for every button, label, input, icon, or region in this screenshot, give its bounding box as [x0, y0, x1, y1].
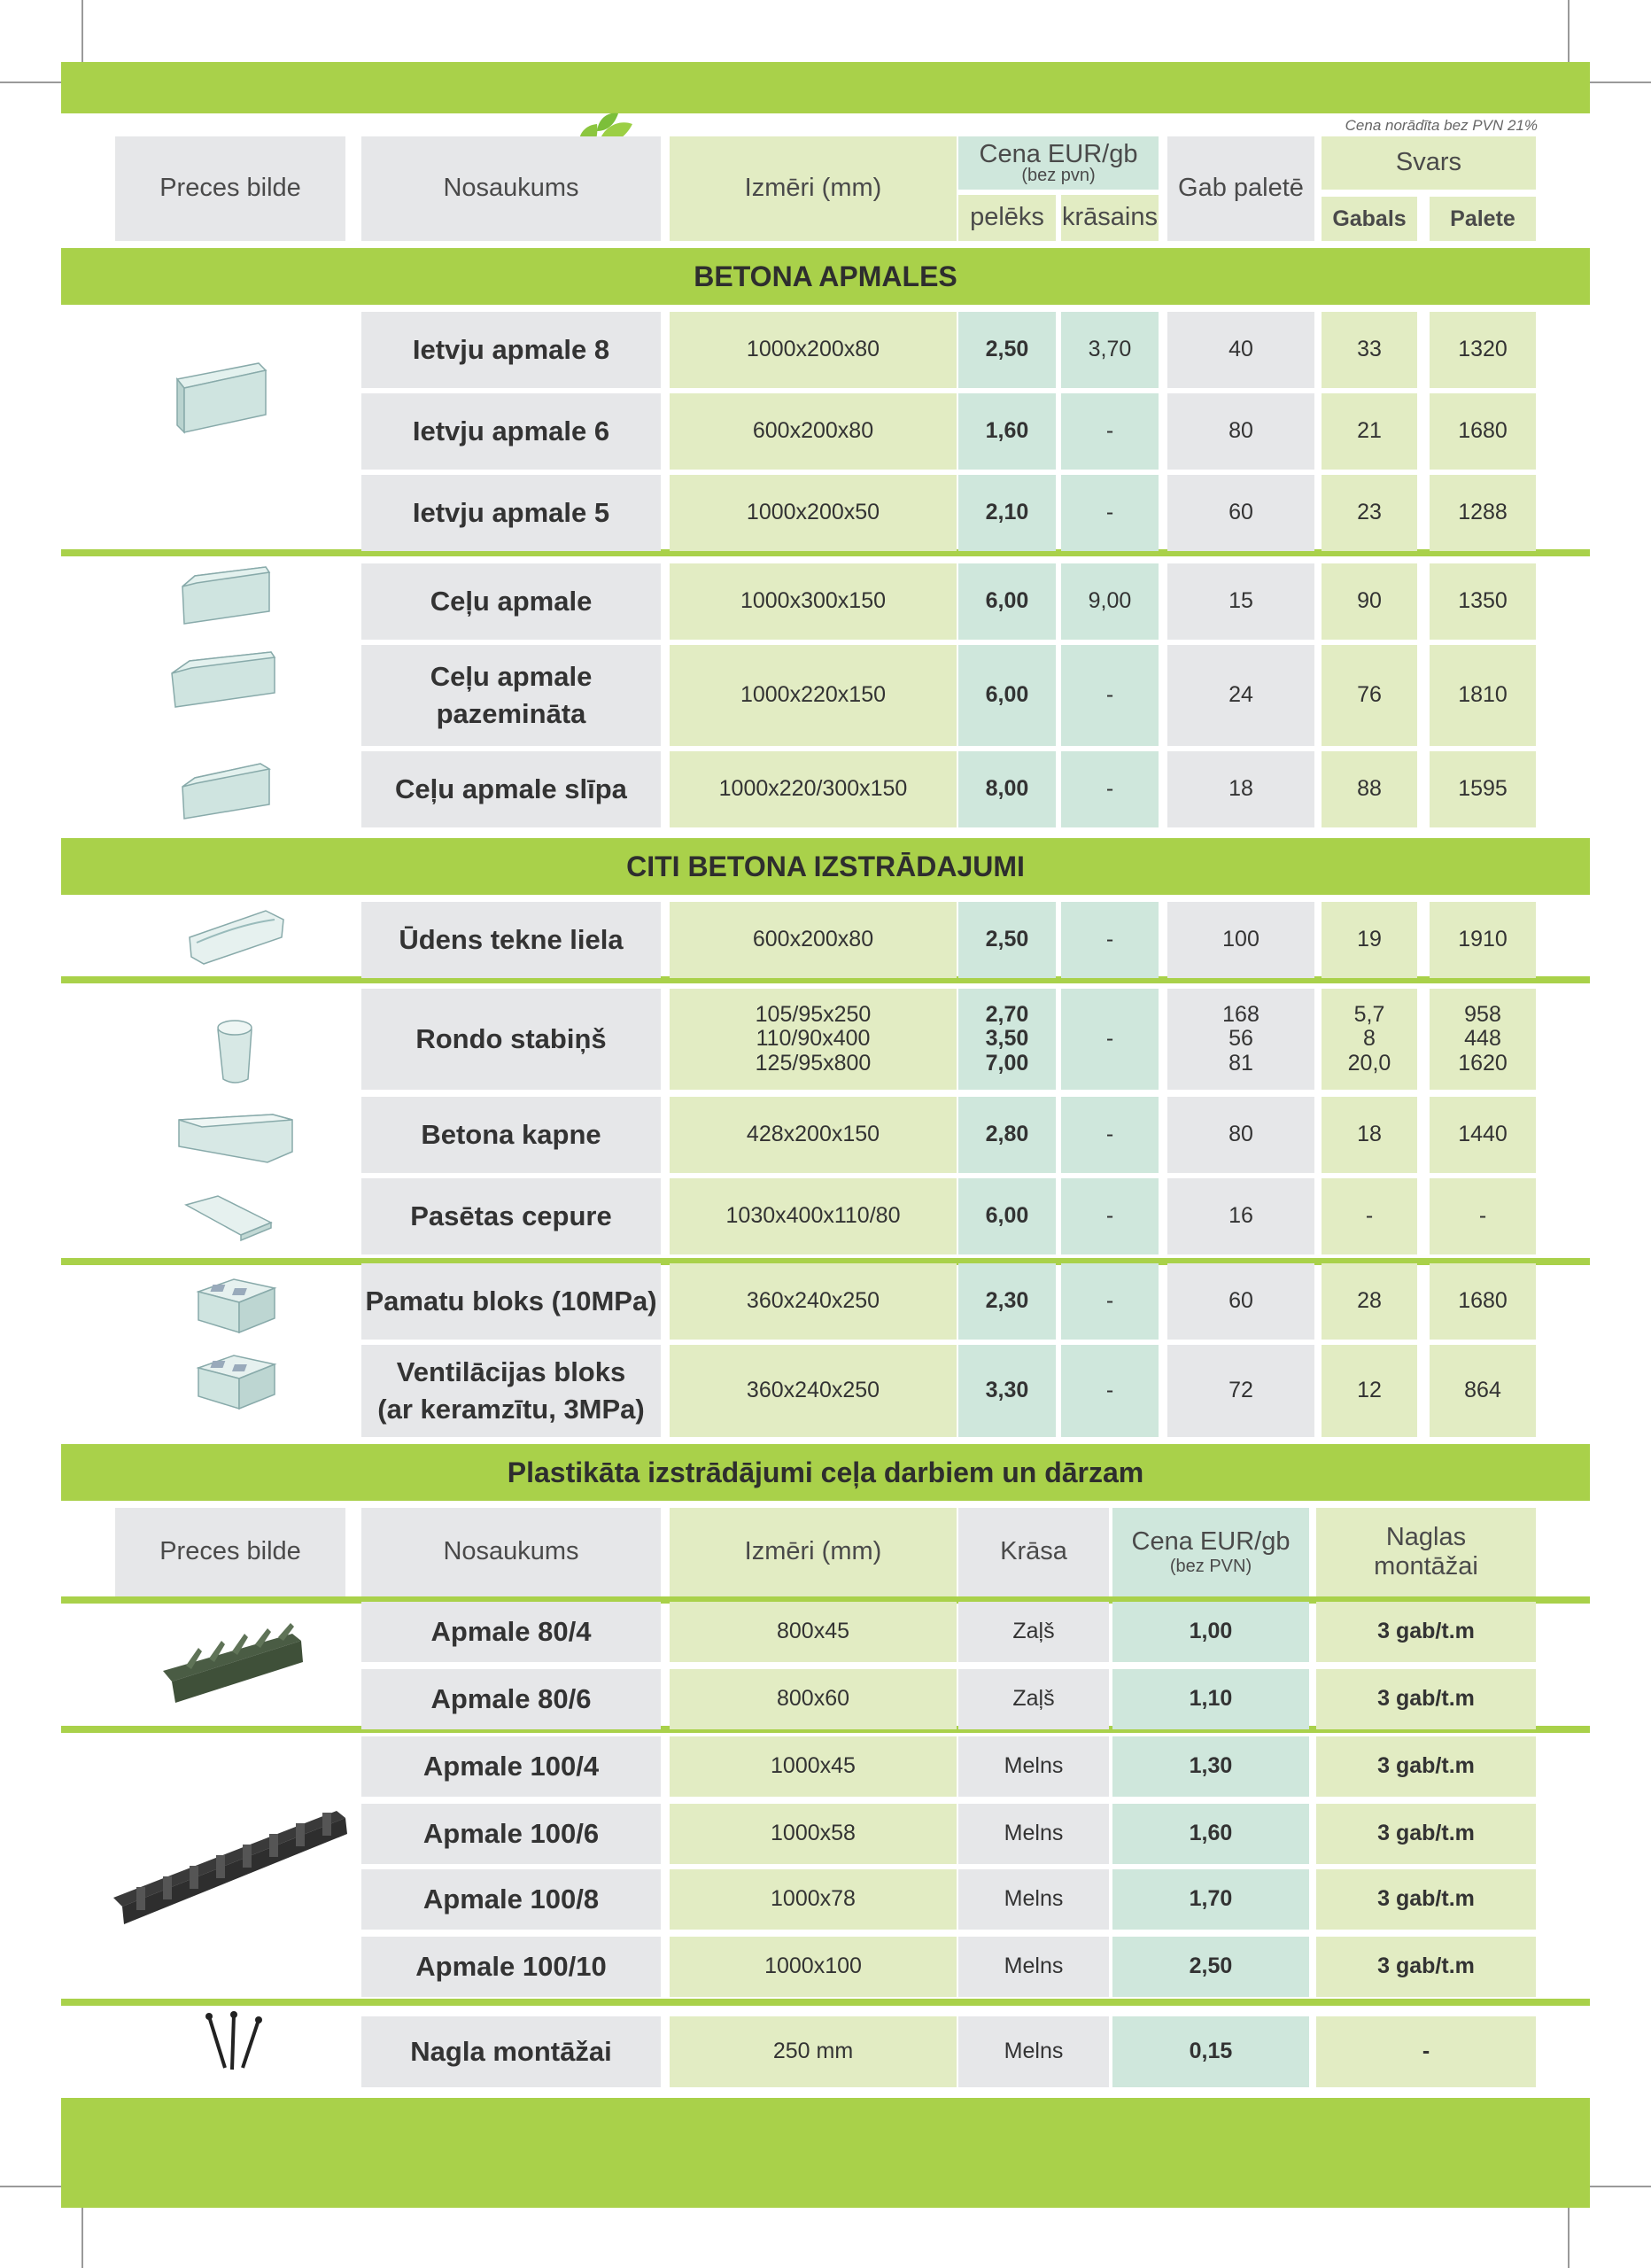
header-price-sub: (bez PVN) — [1169, 1557, 1252, 1577]
product-price: 1,70 — [1112, 1869, 1309, 1930]
weight-pallet: 1910 — [1430, 902, 1536, 978]
header-nails: Naglas montāžai — [1316, 1508, 1536, 1596]
bollard-icon — [213, 1017, 257, 1088]
header-pallet-qty: Gab paletē — [1167, 136, 1314, 241]
product-color: Melns — [958, 1804, 1109, 1864]
price-colored: - — [1061, 1178, 1159, 1254]
header-price-label: Cena EUR/gb — [1131, 1526, 1291, 1556]
product-size: 360x240x250 — [670, 1345, 957, 1437]
price-grey: 2,50 — [958, 902, 1056, 978]
product-price: 0,15 — [1112, 2016, 1309, 2087]
ventilation-block-icon — [195, 1352, 278, 1412]
product-name: Betona kapne — [361, 1097, 661, 1173]
product-size: 600x200x80 — [670, 393, 957, 470]
product-size: 1000x100 — [670, 1937, 957, 1997]
crop-mark — [0, 82, 62, 83]
product-name: Ceļu apmale — [361, 563, 661, 640]
product-name: Pamatu bloks (10MPa) — [361, 1263, 661, 1340]
bottom-green-bar — [61, 2098, 1590, 2208]
crop-mark — [81, 2206, 83, 2268]
product-size: 1000x220x150 — [670, 645, 957, 746]
price-grey: 6,00 — [958, 645, 1056, 746]
weight-pallet: 1350 — [1430, 563, 1536, 640]
product-name: Ietvju apmale 5 — [361, 475, 661, 551]
nails-per-meter: 3 gab/t.m — [1316, 1669, 1536, 1729]
product-price: 1,60 — [1112, 1804, 1309, 1864]
header-weight-pallet: Palete — [1430, 197, 1536, 241]
product-name: Apmale 100/8 — [361, 1869, 661, 1930]
crop-mark — [1568, 2206, 1570, 2268]
price-colored: - — [1061, 1097, 1159, 1173]
pallet-qty: 168 56 81 — [1167, 989, 1314, 1090]
header-picture: Preces bilde — [115, 136, 345, 241]
product-size: 1000x200x50 — [670, 475, 957, 551]
weight-piece: 23 — [1322, 475, 1417, 551]
product-size: 105/95x250 110/90x400 125/95x800 — [670, 989, 957, 1090]
nails-per-meter: 3 gab/t.m — [1316, 1804, 1536, 1864]
product-size: 800x60 — [670, 1669, 957, 1729]
product-color: Melns — [958, 1869, 1109, 1930]
price-colored: - — [1061, 1345, 1159, 1437]
water-gutter-icon — [186, 905, 288, 969]
crop-mark — [81, 0, 83, 62]
product-name: Pasētas cepure — [361, 1178, 661, 1254]
price-colored: - — [1061, 645, 1159, 746]
product-size: 428x200x150 — [670, 1097, 957, 1173]
product-name: Apmale 100/4 — [361, 1736, 661, 1797]
header-name: Nosaukums — [361, 1508, 661, 1596]
pallet-qty: 80 — [1167, 393, 1314, 470]
nails-per-meter: 3 gab/t.m — [1316, 1602, 1536, 1662]
product-size: 360x240x250 — [670, 1263, 957, 1340]
product-price: 1,30 — [1112, 1736, 1309, 1797]
header-color: Krāsa — [958, 1508, 1109, 1596]
price-grey: 2,50 — [958, 312, 1056, 388]
header-colored: krāsains — [1061, 195, 1159, 241]
weight-piece: 88 — [1322, 751, 1417, 827]
weight-pallet: 864 — [1430, 1345, 1536, 1437]
product-price: 2,50 — [1112, 1937, 1309, 1997]
weight-piece: 19 — [1322, 902, 1417, 978]
header-price — [1112, 1508, 1309, 1596]
product-size: 800x45 — [670, 1602, 957, 1662]
road-curb-icon — [177, 565, 275, 627]
price-grey: 2,70 3,50 7,00 — [958, 989, 1056, 1090]
product-size: 1000x220/300x150 — [670, 751, 957, 827]
price-grey: 2,80 — [958, 1097, 1056, 1173]
product-name: Ūdens tekne liela — [361, 902, 661, 978]
product-size: 600x200x80 — [670, 902, 957, 978]
crop-mark — [1589, 82, 1651, 83]
foundation-block-icon — [195, 1276, 278, 1336]
black-edging-icon — [110, 1800, 351, 1933]
weight-pallet: - — [1430, 1178, 1536, 1254]
weight-piece: 76 — [1322, 645, 1417, 746]
price-colored: - — [1061, 393, 1159, 470]
pallet-qty: 24 — [1167, 645, 1314, 746]
header-price-label: Cena EUR/gb — [979, 139, 1138, 168]
wall-cap-icon — [175, 1111, 296, 1166]
pallet-qty: 72 — [1167, 1345, 1314, 1437]
weight-piece: 90 — [1322, 563, 1417, 640]
price-colored: 9,00 — [1061, 563, 1159, 640]
weight-piece: 18 — [1322, 1097, 1417, 1173]
sloped-curb-icon — [177, 760, 275, 822]
product-name: Apmale 80/6 — [361, 1669, 661, 1729]
price-colored: - — [1061, 751, 1159, 827]
product-name: Apmale 100/10 — [361, 1937, 661, 1997]
weight-pallet: 1440 — [1430, 1097, 1536, 1173]
product-size: 1000x200x80 — [670, 312, 957, 388]
price-grey: 6,00 — [958, 563, 1056, 640]
price-colored: 3,70 — [1061, 312, 1159, 388]
product-size: 1030x400x110/80 — [670, 1178, 957, 1254]
nail-icon — [202, 2011, 266, 2073]
product-price: 1,00 — [1112, 1602, 1309, 1662]
curb-stone-icon — [174, 358, 271, 438]
weight-pallet: 1595 — [1430, 751, 1536, 827]
pallet-qty: 60 — [1167, 1263, 1314, 1340]
product-size: 250 mm — [670, 2016, 957, 2087]
price-grey: 6,00 — [958, 1178, 1056, 1254]
price-grey: 1,60 — [958, 393, 1056, 470]
green-edging-icon — [159, 1621, 310, 1710]
price-colored: - — [1061, 1263, 1159, 1340]
product-size: 1000x78 — [670, 1869, 957, 1930]
lowered-curb-icon — [168, 647, 279, 711]
price-colored: - — [1061, 902, 1159, 978]
product-name: Ceļu apmale slīpa — [361, 751, 661, 827]
post-cap-icon — [182, 1192, 275, 1244]
product-price: 1,10 — [1112, 1669, 1309, 1729]
product-name: Nagla montāžai — [361, 2016, 661, 2087]
price-grey: 8,00 — [958, 751, 1056, 827]
header-price-sub: (bez pvn) — [1021, 166, 1096, 186]
section-title: CITI BETONA IZSTRĀDAJUMI — [61, 838, 1590, 895]
product-name: Ventilācijas bloks (ar keramzītu, 3MPa) — [361, 1345, 661, 1437]
header-size: Izmēri (mm) — [670, 1508, 957, 1596]
product-color: Zaļš — [958, 1602, 1109, 1662]
price-colored: - — [1061, 989, 1159, 1090]
product-name: Ietvju apmale 6 — [361, 393, 661, 470]
pallet-qty: 16 — [1167, 1178, 1314, 1254]
product-color: Melns — [958, 2016, 1109, 2087]
product-size: 1000x58 — [670, 1804, 957, 1864]
weight-piece: 21 — [1322, 393, 1417, 470]
header-picture: Preces bilde — [115, 1508, 345, 1596]
section-title: Plastikāta izstrādājumi ceļa darbiem un dārzam — [61, 1444, 1590, 1501]
product-name: Apmale 100/6 — [361, 1804, 661, 1864]
weight-piece: 28 — [1322, 1263, 1417, 1340]
product-name: Ietvju apmale 8 — [361, 312, 661, 388]
nails-per-meter: 3 gab/t.m — [1316, 1937, 1536, 1997]
crop-mark — [1568, 0, 1570, 62]
weight-piece: - — [1322, 1178, 1417, 1254]
weight-pallet: 958 448 1620 — [1430, 989, 1536, 1090]
header-name: Nosaukums — [361, 136, 661, 241]
crop-mark — [1589, 2186, 1651, 2187]
weight-piece: 12 — [1322, 1345, 1417, 1437]
weight-pallet: 1320 — [1430, 312, 1536, 388]
weight-pallet: 1288 — [1430, 475, 1536, 551]
header-size: Izmēri (mm) — [670, 136, 957, 241]
pallet-qty: 80 — [1167, 1097, 1314, 1173]
price-colored: - — [1061, 475, 1159, 551]
weight-piece: 33 — [1322, 312, 1417, 388]
product-name: Apmale 80/4 — [361, 1602, 661, 1662]
crop-mark — [0, 2186, 62, 2187]
product-size: 1000x300x150 — [670, 563, 957, 640]
price-grey: 2,10 — [958, 475, 1056, 551]
product-color: Zaļš — [958, 1669, 1109, 1729]
top-green-bar — [61, 62, 1590, 113]
price-grey: 3,30 — [958, 1345, 1056, 1437]
product-color: Melns — [958, 1736, 1109, 1797]
product-name: Ceļu apmale pazemināta — [361, 645, 661, 746]
section-title: BETONA APMALES — [61, 248, 1590, 305]
weight-pallet: 1810 — [1430, 645, 1536, 746]
nails-per-meter: - — [1316, 2016, 1536, 2087]
header-price — [958, 136, 1159, 190]
weight-pallet: 1680 — [1430, 393, 1536, 470]
product-name: Rondo stabiņš — [361, 989, 661, 1090]
header-weight: Svars — [1322, 136, 1536, 190]
pallet-qty: 40 — [1167, 312, 1314, 388]
header-weight-pieces: Gabals — [1322, 197, 1417, 241]
weight-piece: 5,7 8 20,0 — [1322, 989, 1417, 1090]
pallet-qty: 60 — [1167, 475, 1314, 551]
pallet-qty: 15 — [1167, 563, 1314, 640]
header-grey: pelēks — [958, 195, 1056, 241]
row-divider — [61, 1999, 1590, 2006]
nails-per-meter: 3 gab/t.m — [1316, 1869, 1536, 1930]
product-color: Melns — [958, 1937, 1109, 1997]
vat-note: Cena norādīta bez PVN 21% — [1345, 117, 1538, 134]
weight-pallet: 1680 — [1430, 1263, 1536, 1340]
product-size: 1000x45 — [670, 1736, 957, 1797]
price-grey: 2,30 — [958, 1263, 1056, 1340]
pallet-qty: 18 — [1167, 751, 1314, 827]
nails-per-meter: 3 gab/t.m — [1316, 1736, 1536, 1797]
pallet-qty: 100 — [1167, 902, 1314, 978]
